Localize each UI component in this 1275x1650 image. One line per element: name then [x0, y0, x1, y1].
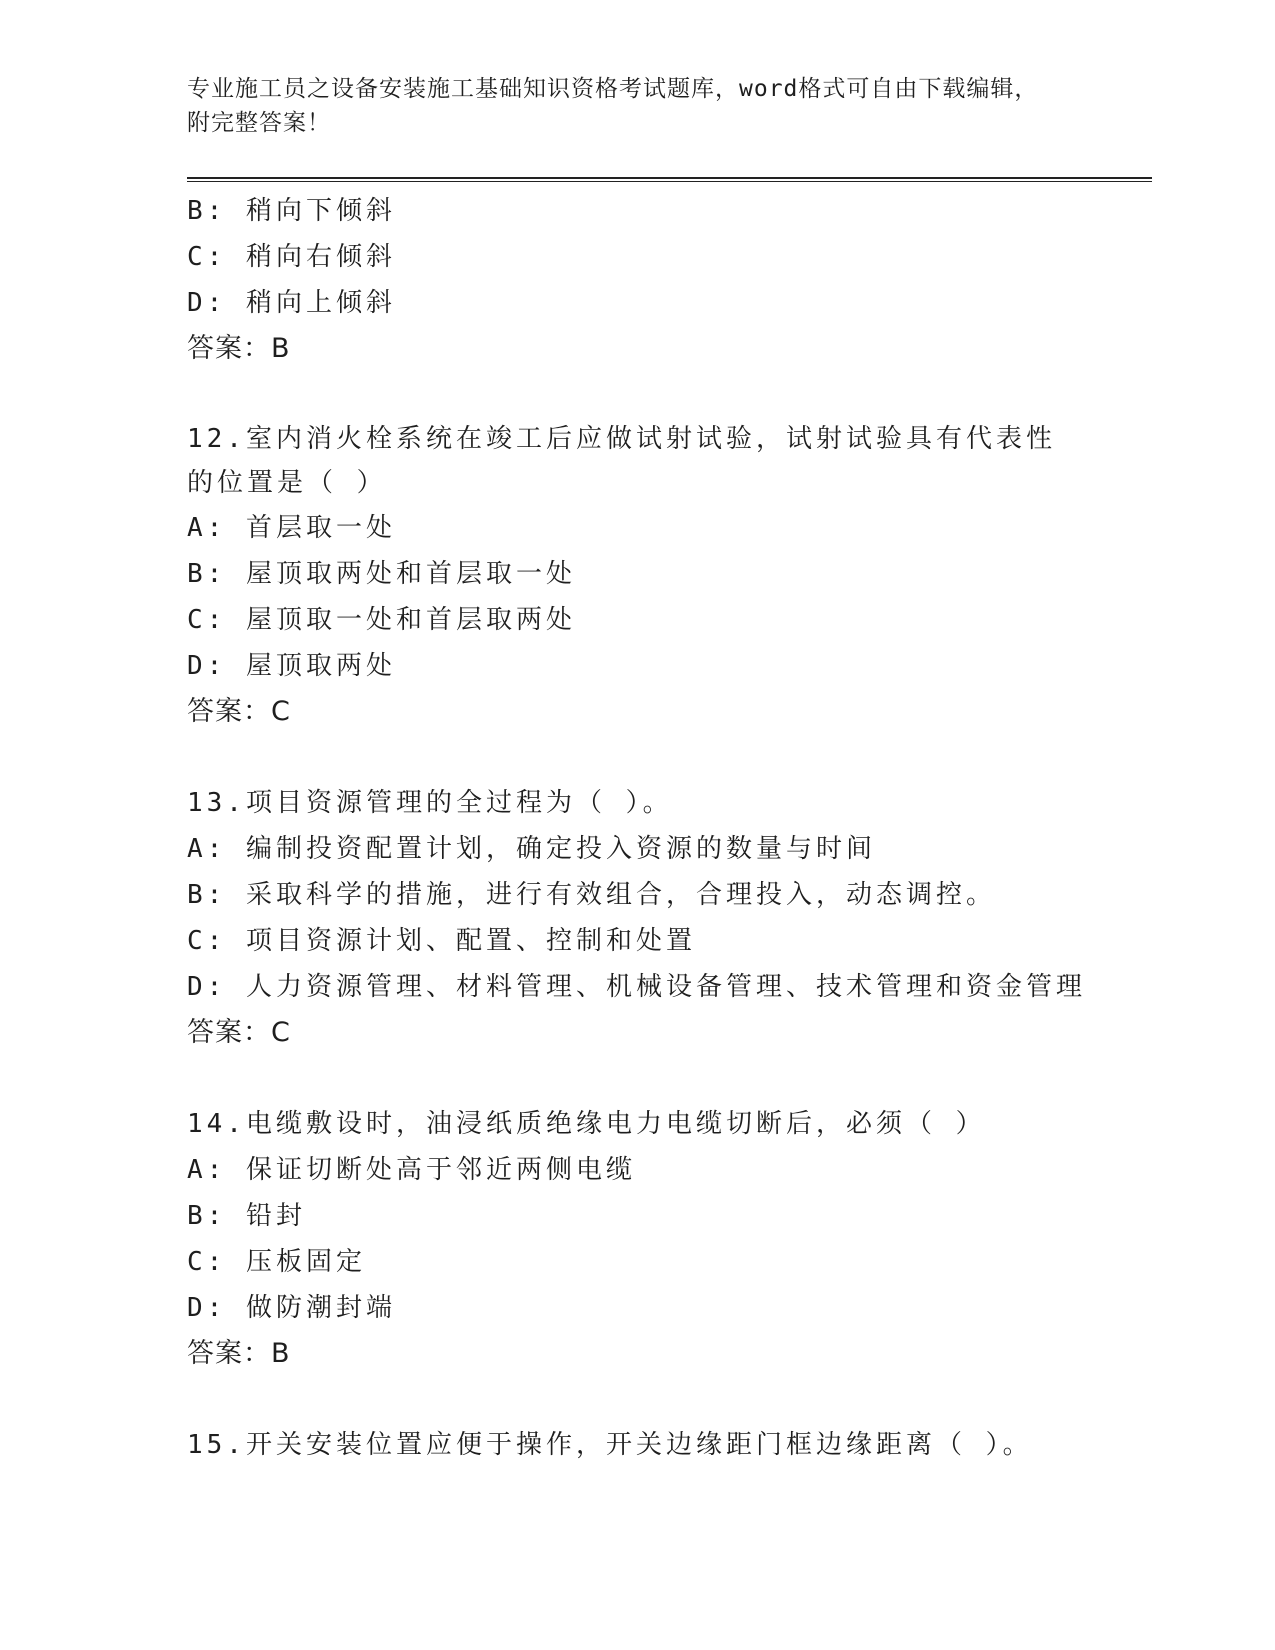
- question-stem: 13.项目资源管理的全过程为（ ）。: [187, 788, 673, 818]
- page-header: [187, 72, 1087, 140]
- header-line-2: 附完整答案！: [187, 110, 331, 136]
- option-c: C: 项目资源计划、配置、控制和处置: [187, 926, 696, 956]
- option-d: D: 屋顶取两处: [187, 651, 396, 681]
- question-13: [187, 780, 1147, 1056]
- question-14: [187, 1101, 1147, 1377]
- header-line-1: 专业施工员之设备安装施工基础知识资格考试题库，word格式可自由下载编辑，: [187, 76, 1039, 102]
- option-d: D: 做防潮封端: [187, 1293, 396, 1323]
- question-stem: 15.开关安装位置应便于操作，开关边缘距门框边缘距离（ ）。: [187, 1430, 1033, 1460]
- answer: 答案：C: [187, 696, 291, 727]
- option-b: B: 采取科学的措施，进行有效组合，合理投入，动态调控。: [187, 880, 996, 910]
- option-d: D: 稍向上倾斜: [187, 288, 396, 318]
- option-b: B: 屋顶取两处和首层取一处: [187, 559, 576, 589]
- question-11-continued: [187, 188, 1147, 372]
- option-c: C: 压板固定: [187, 1247, 366, 1277]
- answer: 答案：B: [187, 1338, 291, 1369]
- option-b: B: 稍向下倾斜: [187, 196, 396, 226]
- option-b: B: 铅封: [187, 1201, 306, 1231]
- question-content: [187, 188, 1147, 1468]
- header-divider: [187, 177, 1152, 182]
- answer: 答案：C: [187, 1017, 291, 1048]
- question-stem: 14.电缆敷设时，油浸纸质绝缘电力电缆切断后，必须（ ）: [187, 1109, 986, 1139]
- option-a: A: 编制投资配置计划，确定投入资源的数量与时间: [187, 834, 876, 864]
- option-c: C: 屋顶取一处和首层取两处: [187, 605, 576, 635]
- question-stem: 12.室内消火栓系统在竣工后应做试射试验，试射试验具有代表性的位置是（ ）: [187, 424, 1056, 498]
- option-a: A: 首层取一处: [187, 513, 396, 543]
- option-d: D: 人力资源管理、材料管理、机械设备管理、技术管理和资金管理: [187, 972, 1086, 1002]
- question-12: [187, 417, 1147, 735]
- option-c: C: 稍向右倾斜: [187, 242, 396, 272]
- option-a: A: 保证切断处高于邻近两侧电缆: [187, 1155, 636, 1185]
- answer: 答案：B: [187, 333, 291, 364]
- question-15: [187, 1422, 1147, 1468]
